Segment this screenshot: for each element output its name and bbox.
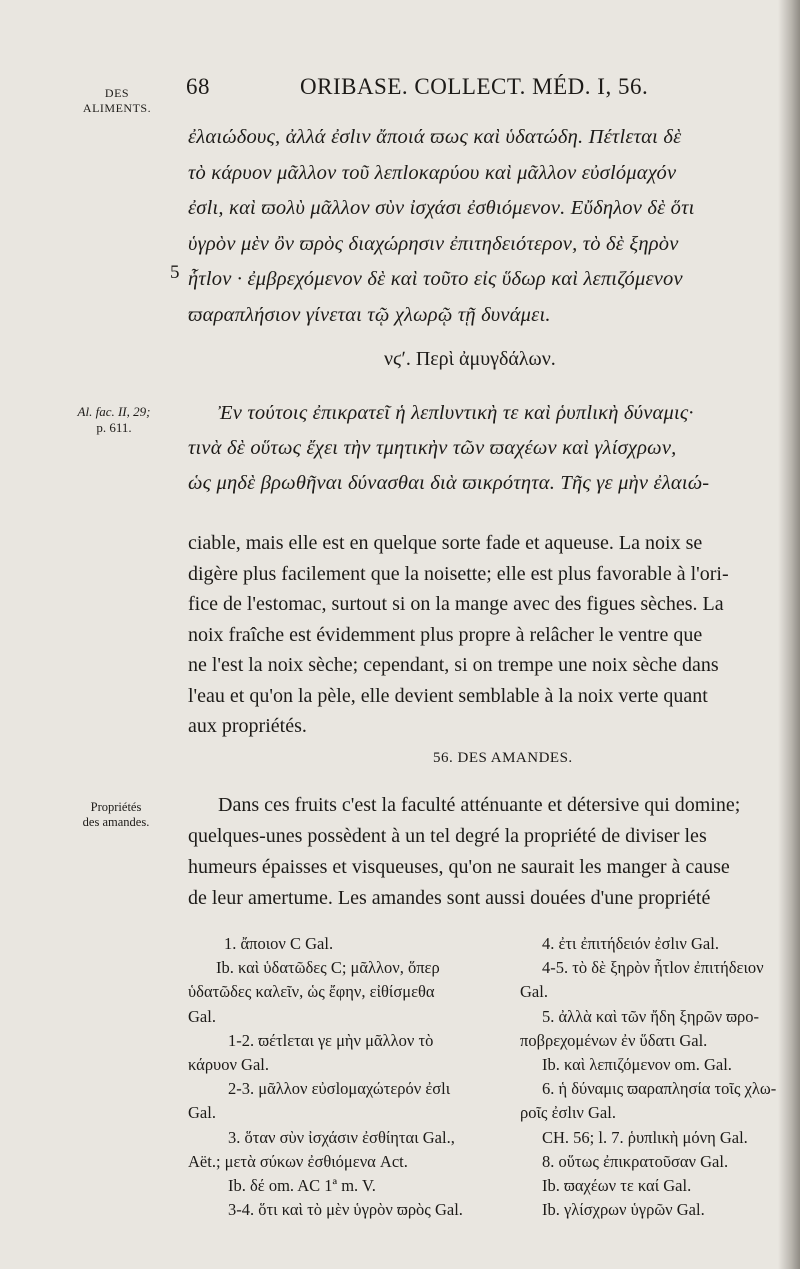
footnote-line: 1-2. ϖέτlεται γε μὴν μᾶλλον τὸ	[228, 1030, 434, 1050]
footnote-line: ποβρεχομένων ἐν ὕδατι Gal.	[520, 1030, 708, 1050]
french-line: noix fraîche est évidemment plus propre à relâcher le ventre que	[188, 623, 703, 646]
french-line: quelques-unes possèdent à un tel degré la propriété de diviser les	[188, 825, 707, 847]
greek-paragraph-top	[188, 120, 695, 333]
french-line: humeurs épaisses et visqueuses, qu'on ne saurait les manger à cause	[188, 856, 730, 878]
footnote-line: 8. οὕτως ἐπικρατοῦσαν Gal.	[542, 1151, 729, 1171]
margin-properties	[66, 800, 166, 830]
footnote-line: 4-5. τὸ δὲ ξηρὸν ἧτlον ἐπιτήδειον	[542, 958, 764, 978]
french-line: Dans ces fruits c'est la faculté atténuante et détersive qui domine;	[218, 794, 741, 816]
margin-properties-line: des amandes.	[82, 815, 150, 829]
running-head	[82, 86, 152, 116]
footnote-line: Ib. καὶ ὑδατῶδες C; μᾶλλον, ὅπερ	[216, 958, 440, 978]
margin-properties-line: Propriétés	[90, 800, 142, 814]
margin-reference-line: p. 611.	[96, 420, 132, 435]
running-head-text: DES ALIMENTS.	[82, 86, 152, 115]
greek-line: ὡς μηδὲ βρωθῆναι δύνασθαι διὰ ϖικρότητα. Τῆς γε μὴν ἐλαιώ-	[188, 472, 710, 494]
french-section-title: 56. DES AMANDES.	[433, 750, 573, 766]
footnote-line: 5. ἀλλὰ καὶ τῶν ἤδη ξηρῶν ϖρο-	[542, 1006, 760, 1026]
footnote-line: Ib. καὶ λεπιζόμενον om. Gal.	[542, 1055, 732, 1075]
french-paragraph-top	[188, 528, 729, 742]
footnote-line: ροῖς ἐσlιν Gal.	[520, 1103, 616, 1123]
footnote-line: 3. ὅταν σὺν ἰσχάσιν ἐσθίηται Gal.,	[228, 1127, 455, 1147]
french-paragraph-amandes	[188, 790, 741, 914]
footnotes-left	[188, 932, 463, 1222]
greek-line: τὸ κάρυον μᾶλλον τοῦ λεπlοκαρύου καὶ μᾶλλον εὐσlόμαχόν	[188, 161, 677, 184]
greek-line: ὑγρὸν μὲν ὂν ϖρὸς διαχώρησιν ἐπιτηδειότερον, τὸ δὲ ξηρὸν	[188, 232, 679, 255]
footnote-line: κάρυον Gal.	[188, 1055, 270, 1075]
greek-line: Ἐν τούτοις ἐπικρατεῖ ἡ λεπlυντικὴ τε καὶ ῥυπlικὴ δύναμις·	[218, 402, 694, 424]
footnote-line: 2-3. μᾶλλον εὐσlομαχώτερόν ἐσlι	[228, 1079, 451, 1099]
line-number: 5	[170, 262, 180, 283]
greek-line: ϖαραπλήσιον γίνεται τῷ χλωρῷ τῇ δυνάμει.	[188, 303, 551, 326]
french-line: de leur amertume. Les amandes sont aussi douées d'une propriété	[188, 887, 711, 909]
french-line: aux propriétés.	[188, 715, 307, 737]
footnote-line: Ib. γλίσχρων ὑγρῶν Gal.	[542, 1200, 705, 1220]
greek-line: ἐλαιώδους, ἀλλά ἐσlιν ἄποιά ϖως καὶ ὑδατώδη. Πέτlεται δὲ	[188, 126, 682, 148]
greek-paragraph-amandes	[188, 396, 710, 501]
greek-line: ἐσlι, καὶ ϖολὺ μᾶλλον σὺν ἰσχάσι ἐσθιόμενον. Εὔδηλον δὲ ὅτι	[188, 197, 695, 219]
footnote-line: Aët.; μετὰ σύκων ἐσθιόμενα Act.	[188, 1151, 408, 1171]
footnote-line: Gal.	[188, 1103, 216, 1123]
footnote-line: Gal.	[520, 982, 548, 1002]
page-title: ORIBASE. COLLECT. MÉD. I, 56.	[300, 74, 649, 99]
footnote-line: 6. ἡ δύναμις ϖαραπλησία τοῖς χλω-	[542, 1079, 777, 1099]
footnote-line: CH. 56; l. 7. ῥυπlικὴ μόνη Gal.	[542, 1127, 748, 1147]
margin-reference	[64, 404, 164, 436]
french-line: fice de l'estomac, surtout si on la mange avec des figues sèches. La	[188, 593, 724, 615]
footnote-line: Ib. ϖαχέων τε καί Gal.	[542, 1176, 692, 1196]
page-edge-shadow	[778, 0, 800, 1269]
footnote-line: Ib. δέ om. AC 1ª m. V.	[228, 1176, 376, 1196]
french-line: ciable, mais elle est en quelque sorte fade et aqueuse. La noix se	[188, 532, 703, 554]
margin-reference-line: Al. fac. II, 29;	[77, 404, 151, 419]
footnote-line: 1. ἄποιον C Gal.	[224, 934, 334, 953]
french-line: l'eau et qu'on la pèle, elle devient semblable à la noix verte quant	[188, 684, 708, 707]
footnote-line: Gal.	[188, 1006, 216, 1026]
footnote-line: 4. ἐτι ἐπιτήδειόν ἐσlιν Gal.	[542, 934, 719, 953]
greek-line: τινὰ δὲ οὕτως ἔχει τὴν τμητικὴν τῶν ϖαχέων καὶ γλίσχρων,	[188, 437, 677, 459]
french-line: ne l'est la noix sèche; cependant, si on trempe une noix sèche dans	[188, 654, 719, 676]
footnote-line: 3-4. ὅτι καὶ τὸ μὲν ὑγρὸν ϖρὸς Gal.	[228, 1200, 463, 1220]
page-number: 68	[186, 74, 210, 99]
footnotes-right	[520, 932, 776, 1222]
french-line: digère plus facilement que la noisette; elle est plus favorable à l'ori-	[188, 562, 729, 585]
footnote-line: ὑδατῶδες καλεῖν, ὡς ἔφην, εἰθίσμεθα	[188, 982, 435, 1002]
greek-section-title: νϛʹ. Περὶ ἀμυγδάλων.	[384, 348, 556, 370]
greek-line: ἧτlον · ἐμβρεχόμενον δὲ καὶ τοῦτο εἰς ὕδωρ καὶ λεπιζόμενον	[188, 268, 683, 290]
